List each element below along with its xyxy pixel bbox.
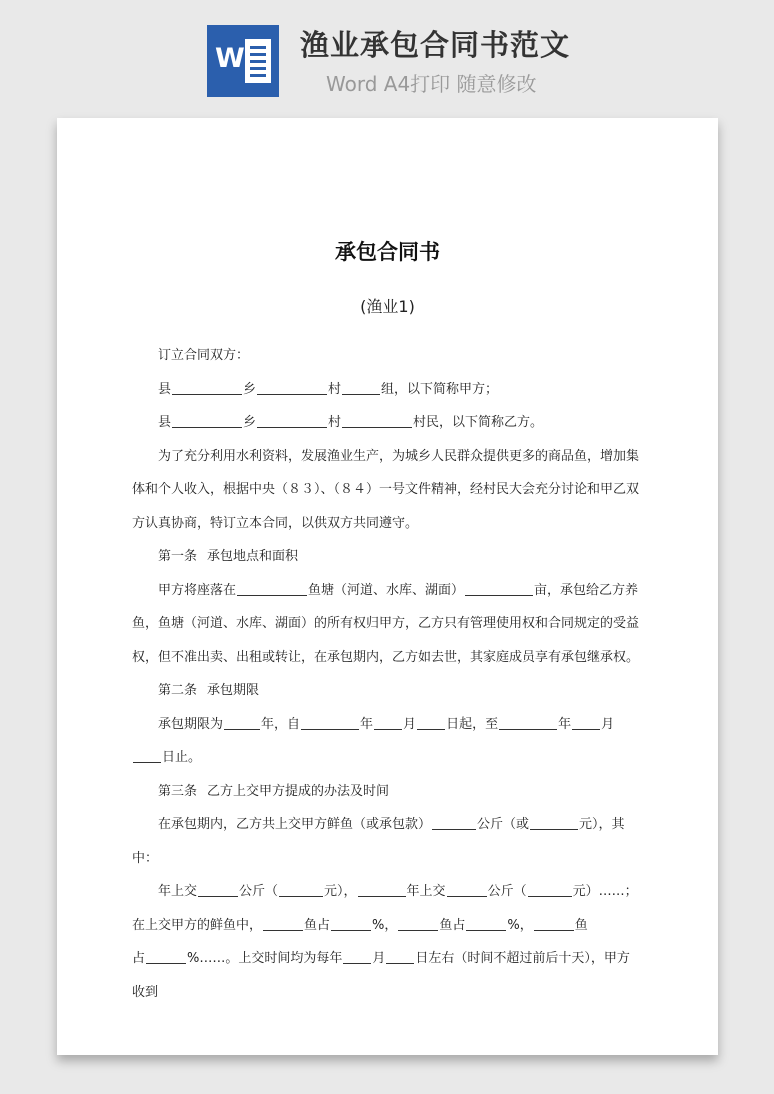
blank-field — [224, 716, 260, 730]
blank-field — [301, 716, 359, 730]
blank-field — [172, 414, 242, 428]
article-2-paragraph: 承包期限为 年，自 年 月 日起，至 年 月日止。 — [132, 708, 642, 775]
party-b-line: 县 乡 村 村民，以下简称乙方。 — [158, 415, 544, 430]
document-body — [132, 339, 642, 1009]
blank-field — [572, 716, 600, 730]
blank-field — [447, 883, 487, 897]
parties-heading: 订立合同双方： — [158, 348, 250, 363]
blank-field — [499, 716, 557, 730]
document-title: 承包合同书 — [335, 240, 440, 264]
article-1-heading: 第一条 承包地点和面积 — [158, 549, 299, 564]
blank-field — [530, 816, 578, 830]
blank-field — [465, 582, 533, 596]
blank-field — [374, 716, 402, 730]
blank-field — [133, 749, 161, 763]
header — [0, 0, 774, 118]
blank-field — [432, 816, 476, 830]
article-3-paragraph-1: 在承包期内，乙方共上交甲方鲜鱼（或承包款） 公斤（或 元），其中： — [132, 817, 625, 866]
page-title: 渔业承包合同书范文 — [300, 28, 571, 62]
article-1-paragraph: 甲方将座落在 鱼塘（河道、水库、湖面） 亩，承包给乙方养鱼，鱼塘（河道、水库、湖面）的所有权归甲方，乙方只有管理使用权和合同规定的受益权，但不准出卖、出租或转让，在承包期内，乙方如去世，其家庭成员享有承包继承权。 — [132, 582, 640, 665]
article-3-heading: 第三条 乙方上交甲方提成的办法及时间 — [158, 783, 390, 799]
blank-field — [172, 381, 242, 395]
blank-field — [237, 582, 307, 596]
blank-field — [343, 950, 371, 964]
blank-field — [257, 381, 327, 395]
blank-field — [342, 381, 380, 395]
blank-field — [146, 950, 186, 964]
blank-field — [358, 883, 406, 897]
preamble-paragraph: 为了充分利用水利资料，发展渔业生产，为城乡人民群众提供更多的商品鱼，增加集体和个人收入，根据中央（８３）、（８４）一号文件精神，经村民大会充分讨论和甲乙双方认真协商，特订立本合同，以供双方共同遵守。 — [132, 448, 640, 531]
blank-field — [257, 414, 327, 428]
article-3-paragraph-2: 年上交 公斤（ 元）， 年上交 公斤（ 元）……； — [158, 884, 638, 899]
document-page — [57, 118, 718, 1055]
blank-field — [466, 917, 506, 931]
document-subtitle: (渔业1) — [360, 297, 415, 316]
blank-field — [528, 883, 572, 897]
party-a-line: 县 乡 村 组，以下简称甲方； — [158, 381, 499, 397]
blank-field — [279, 883, 323, 897]
blank-field — [398, 917, 438, 931]
blank-field — [534, 917, 574, 931]
page-subtitle: Word A4打印 随意修改 — [326, 72, 537, 96]
blank-field — [198, 883, 238, 897]
blank-field — [386, 950, 414, 964]
word-icon-sheet — [245, 39, 271, 83]
blank-field — [342, 414, 412, 428]
blank-field — [417, 716, 445, 730]
word-document-icon — [207, 25, 279, 97]
article-3-paragraph-3: 在上交甲方的鲜鱼中， 鱼占 %， 鱼占 %， 鱼 — [132, 917, 588, 933]
article-2-heading: 第二条 承包期限 — [158, 683, 260, 698]
article-3-paragraph-4: 占 %……。上交时间均为每年 月 日左右（时间不超过前后十天），甲方收到 — [132, 951, 630, 1000]
blank-field — [331, 917, 371, 931]
word-icon-letter: W — [215, 43, 245, 74]
blank-field — [263, 917, 303, 931]
